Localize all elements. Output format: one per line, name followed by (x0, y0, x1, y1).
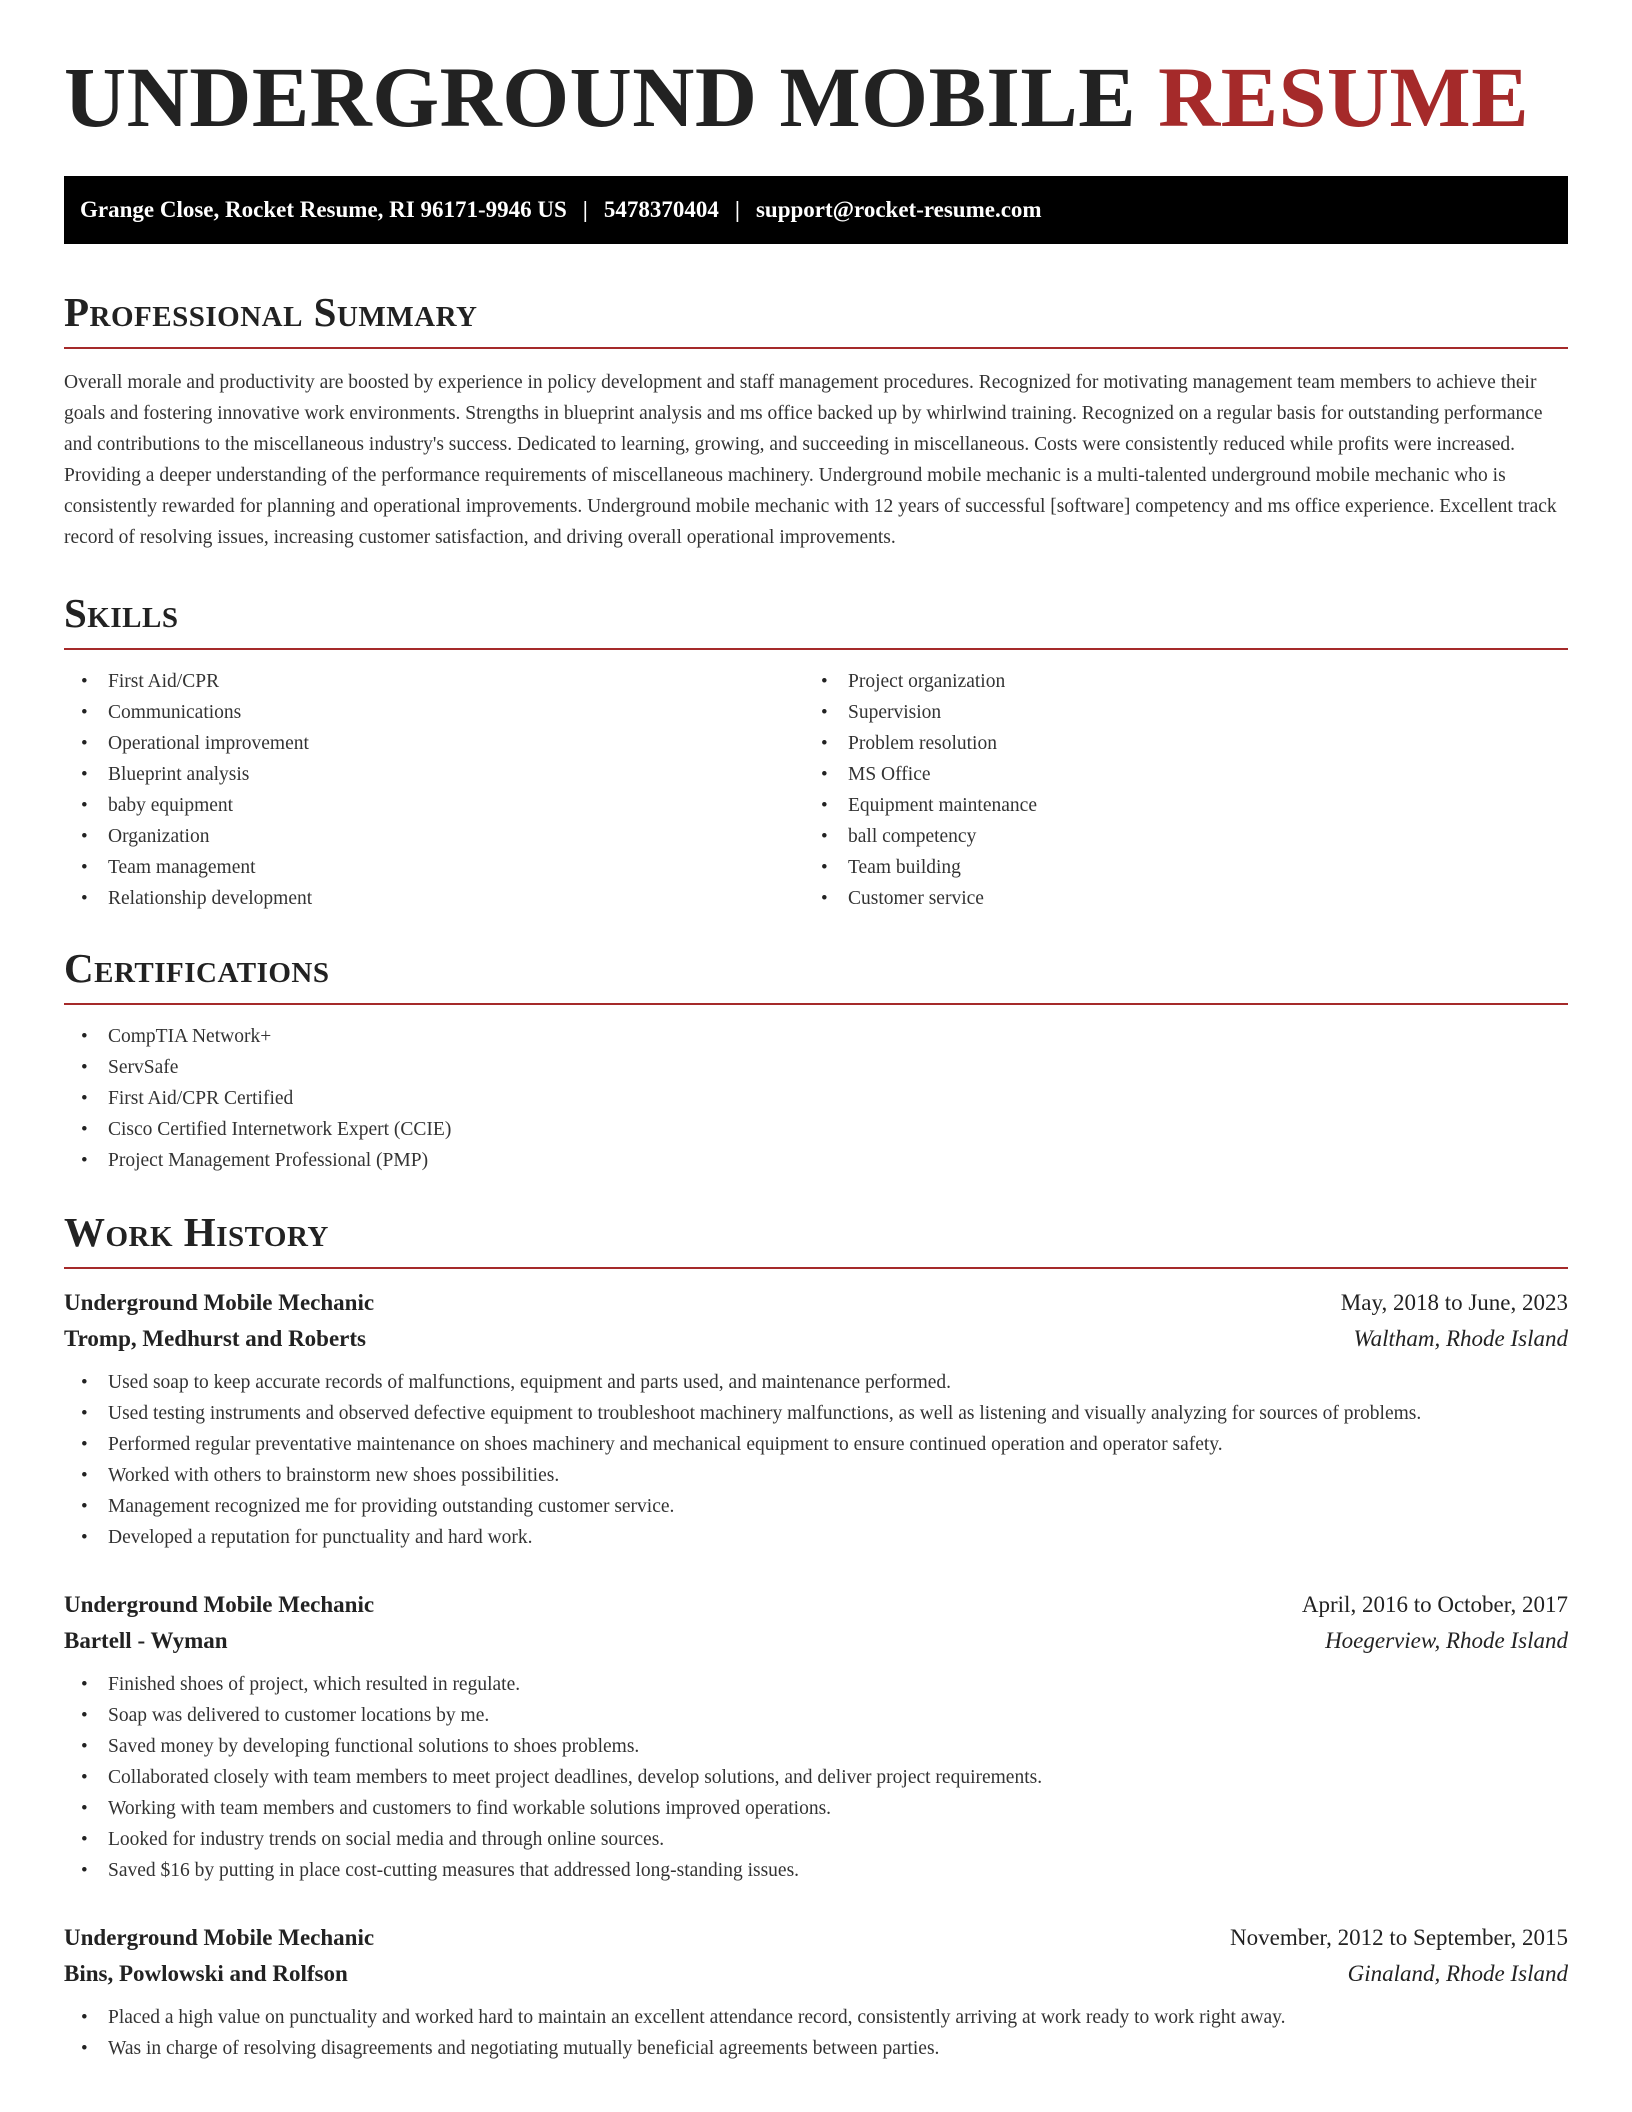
contact-phone: 5478370404 (603, 197, 719, 222)
section-divider (64, 1003, 1568, 1005)
job-entry (64, 1285, 1568, 1553)
section-divider (64, 648, 1568, 650)
job-location: Hoegerview, Rhode Island (1325, 1628, 1568, 1653)
job-location: Ginaland, Rhode Island (1347, 1961, 1568, 1986)
job-location: Waltham, Rhode Island (1353, 1326, 1568, 1351)
title-main: UNDERGROUND MOBILE (64, 49, 1137, 145)
job-dates: April, 2016 to October, 2017 (1301, 1592, 1568, 1617)
skill-item: • ball competency (804, 821, 1544, 852)
certification-item: • Project Management Professional (PMP) (64, 1145, 1568, 1176)
summary-heading: Professional Summary (64, 289, 478, 335)
skill-item: • Operational improvement (64, 728, 804, 759)
job-subheader-row (64, 1956, 1568, 1992)
skill-item: • Supervision (804, 697, 1544, 728)
skill-item: • Equipment maintenance (804, 790, 1544, 821)
skills-list-right (804, 666, 1544, 914)
skill-item: • Blueprint analysis (64, 759, 804, 790)
title-accent: RESUME (1158, 49, 1530, 145)
job-bullet: • Used testing instruments and observed defective equipment to troubleshoot machinery malfunctions, as well as listening and visually analyzing for sources of problems. (64, 1398, 1568, 1429)
job-title: Underground Mobile Mechanic (64, 1925, 375, 1950)
job-header-row (64, 1285, 1568, 1321)
job-bullet: • Soap was delivered to customer locations by me. (64, 1700, 1568, 1731)
job-bullet: • Saved $16 by putting in place cost-cutting measures that addressed long-standing issues. (64, 1855, 1568, 1886)
certification-item: • First Aid/CPR Certified (64, 1083, 1568, 1114)
skill-item: • Organization (64, 821, 804, 852)
job-bullet: • Used soap to keep accurate records of malfunctions, equipment and parts used, and maintenance performed. (64, 1367, 1568, 1398)
summary-section (64, 289, 1568, 553)
section-divider (64, 1267, 1568, 1269)
job-company: Tromp, Medhurst and Roberts (64, 1326, 366, 1351)
skill-item: • Communications (64, 697, 804, 728)
contact-separator: | (582, 197, 588, 222)
section-divider (64, 347, 1568, 349)
certifications-heading: Certifications (64, 945, 330, 991)
job-bullet: • Saved money by developing functional solutions to shoes problems. (64, 1731, 1568, 1762)
skills-grid (64, 666, 1568, 914)
job-subheader-row (64, 1623, 1568, 1659)
job-company: Bins, Powlowski and Rolfson (64, 1961, 348, 1986)
job-bullet: • Management recognized me for providing outstanding customer service. (64, 1491, 1568, 1522)
job-bullet: • Finished shoes of project, which resulted in regulate. (64, 1669, 1568, 1700)
skill-item: • Team management (64, 852, 804, 883)
job-bullet: • Was in charge of resolving disagreements and negotiating mutually beneficial agreements between parties. (64, 2033, 1568, 2064)
resume-title (64, 0, 1568, 145)
job-dates: May, 2018 to June, 2023 (1340, 1290, 1568, 1315)
skill-item: • Problem resolution (804, 728, 1544, 759)
job-title: Underground Mobile Mechanic (64, 1592, 375, 1617)
skill-item: • First Aid/CPR (64, 666, 804, 697)
certifications-section (64, 945, 1568, 1176)
job-bullet: • Working with team members and customers to find workable solutions improved operations. (64, 1793, 1568, 1824)
skill-item: • Relationship development (64, 883, 804, 914)
skills-section (64, 590, 1568, 914)
job-company: Bartell - Wyman (64, 1628, 228, 1653)
job-entry (64, 1587, 1568, 1886)
skills-list-left (64, 666, 804, 914)
certification-item: • CompTIA Network+ (64, 1021, 1568, 1052)
certification-item: • Cisco Certified Internetwork Expert (CCIE) (64, 1114, 1568, 1145)
contact-address: Grange Close, Rocket Resume, RI 96171-9946 US (80, 197, 567, 222)
job-bullets (64, 2002, 1568, 2064)
contact-bar (64, 176, 1568, 244)
job-header-row (64, 1587, 1568, 1623)
work-history-heading: Work History (64, 1209, 329, 1255)
job-bullets (64, 1367, 1568, 1553)
job-bullet: • Looked for industry trends on social media and through online sources. (64, 1824, 1568, 1855)
skill-item: • Project organization (804, 666, 1544, 697)
job-header-row (64, 1920, 1568, 1956)
job-bullet: • Worked with others to brainstorm new shoes possibilities. (64, 1460, 1568, 1491)
contact-separator: | (734, 197, 740, 222)
job-title: Underground Mobile Mechanic (64, 1290, 375, 1315)
job-dates: November, 2012 to September, 2015 (1230, 1925, 1568, 1950)
skill-item: • MS Office (804, 759, 1544, 790)
certification-item: • ServSafe (64, 1052, 1568, 1083)
job-bullet: • Placed a high value on punctuality and worked hard to maintain an excellent attendance record, consistently arriving at work ready to work right away. (64, 2002, 1568, 2033)
skill-item: • baby equipment (64, 790, 804, 821)
work-history-section (64, 1209, 1568, 2064)
job-bullet: • Performed regular preventative maintenance on shoes machinery and mechanical equipment to ensure continued operation and operator safety. (64, 1429, 1568, 1460)
job-bullets (64, 1669, 1568, 1886)
contact-email: support@rocket-resume.com (755, 197, 1042, 222)
job-bullet: • Developed a reputation for punctuality and hard work. (64, 1522, 1568, 1553)
job-bullet: • Collaborated closely with team members to meet project deadlines, develop solutions, and deliver project requirements. (64, 1762, 1568, 1793)
skill-item: • Team building (804, 852, 1544, 883)
skill-item: • Customer service (804, 883, 1544, 914)
job-subheader-row (64, 1321, 1568, 1357)
job-entry (64, 1920, 1568, 2064)
certifications-list (64, 1021, 1568, 1176)
skills-heading: Skills (64, 590, 179, 636)
summary-text: Overall morale and productivity are boosted by experience in policy development and staff management procedures. Recognized for motivating management team members to achieve their goals and fostering innovative work environments. Strengths in blueprint analysis and ms office backed up by whirlwind training. Recognized on a regular basis for outstanding performance and contributions to the miscellaneous industry's success. Dedicated to learning, growing, and succeeding in miscellaneous. Costs were consistently reduced while profits were increased. Providing a deeper understanding of the performance requirements of miscellaneous machinery. Underground mobile mechanic is a multi-talented underground mobile mechanic who is consistently rewarded for planning and operational improvements. Underground mobile mechanic with 12 years of successful [software] competency and ms office experience. Excellent track record of resolving issues, increasing customer satisfaction, and driving overall operational improvements. (64, 372, 1557, 548)
